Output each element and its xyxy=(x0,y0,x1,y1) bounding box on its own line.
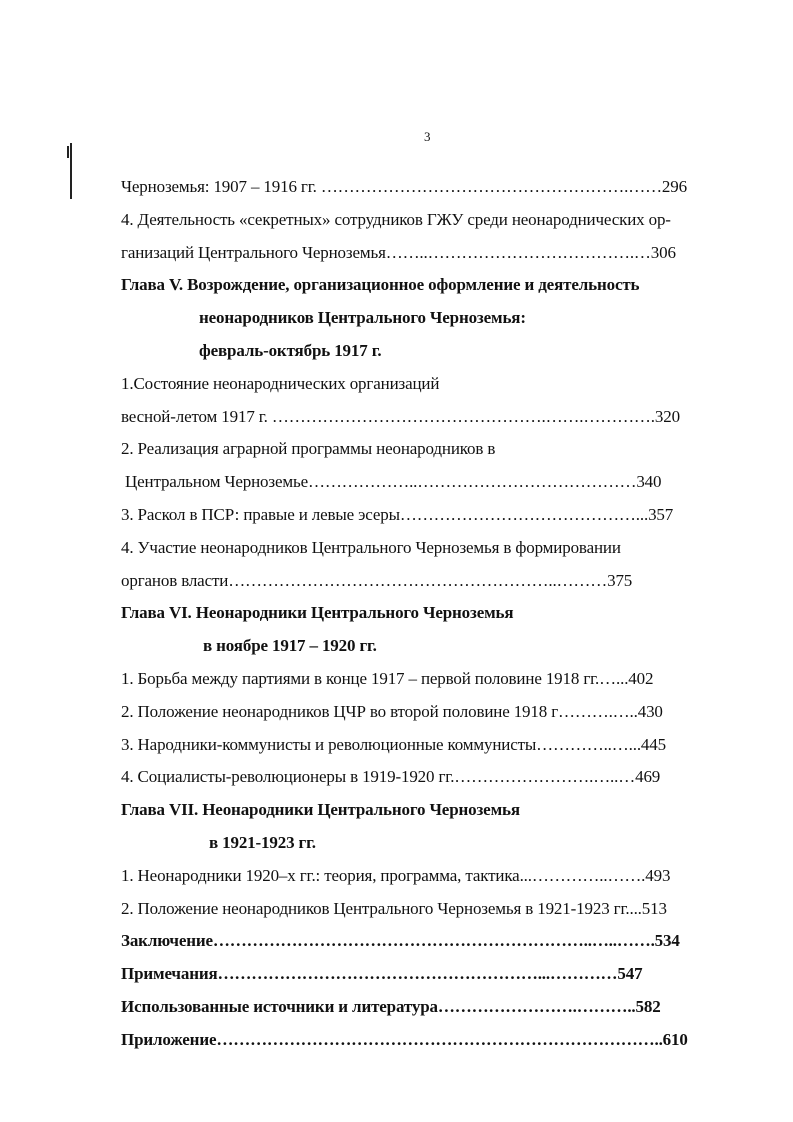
toc-line: 3. Народники-коммунисты и революционные коммунисты…………..…...445 xyxy=(121,734,666,754)
toc-line: Черноземья: 1907 – 1916 гг. ……………………………………………….……296 xyxy=(121,177,687,196)
toc-line: 2. Положение неонародников ЦЧР во второй половине 1918 г……….…..430 xyxy=(121,701,663,721)
toc-line: 1. Борьба между партиями в конце 1917 – первой половине 1918 гг.…...402 xyxy=(121,668,654,688)
toc-line: 1. Неонародники 1920–х гг.: теория, программа, тактика...…………..…….493 xyxy=(121,865,671,885)
toc-line: 4. Деятельность «секретных» сотрудников ГЖУ среди неонароднических ор- xyxy=(121,209,671,229)
table-of-contents xyxy=(121,171,741,1057)
chapter-heading: Глава VII. Неонародники Центрального Черноземья xyxy=(121,800,520,820)
toc-section: Использованные источники и литература…………………….………..582 xyxy=(121,996,661,1016)
toc-line: Центральном Черноземье………………..…………………………………340 xyxy=(125,472,662,492)
toc-section: Примечания…………………………………………………...…………547 xyxy=(121,964,643,984)
toc-line: 2. Реализация аграрной программы неонародников в xyxy=(121,439,496,459)
toc-line: 4. Участие неонародников Центрального Черноземья в формировании xyxy=(121,537,621,557)
toc-line: органов власти…………………………………………………..………375 xyxy=(121,570,633,590)
chapter-heading: в ноябре 1917 – 1920 гг. xyxy=(203,636,377,656)
toc-section: Приложение……………………………………………………………………..610 xyxy=(121,1029,688,1049)
toc-line: 2. Положение неонародников Центрального Черноземья в 1921-1923 гг....513 xyxy=(121,898,667,918)
chapter-heading: в 1921-1923 гг. xyxy=(209,832,316,852)
chapter-heading: Глава V. Возрождение, организационное оформление и деятельность xyxy=(121,275,640,295)
toc-line: 3. Раскол в ПСР: правые и левые эсеры……………………………………...357 xyxy=(121,504,674,524)
toc-line: ганизаций Центрального Черноземья……..……………………………….…306 xyxy=(121,242,676,262)
chapter-heading: февраль-октябрь 1917 г. xyxy=(199,340,382,360)
chapter-heading: Глава VI. Неонародники Центрального Черноземья xyxy=(121,603,514,623)
toc-section: Заключение…………………………………………………………..…..…….534 xyxy=(121,931,680,951)
scan-margin-mark xyxy=(70,143,72,199)
toc-line: весной-летом 1917 г. ………………………………………….…….………….320 xyxy=(121,406,680,426)
chapter-heading: неонародников Центрального Черноземья: xyxy=(199,308,526,328)
toc-line: 1.Состояние неонароднических организаций xyxy=(121,373,440,393)
scan-margin-tick xyxy=(67,146,69,158)
toc-line: 4. Социалисты-революционеры в 1919-1920 гг.…………………….…..…469 xyxy=(121,767,661,787)
page-number: 3 xyxy=(424,129,431,144)
